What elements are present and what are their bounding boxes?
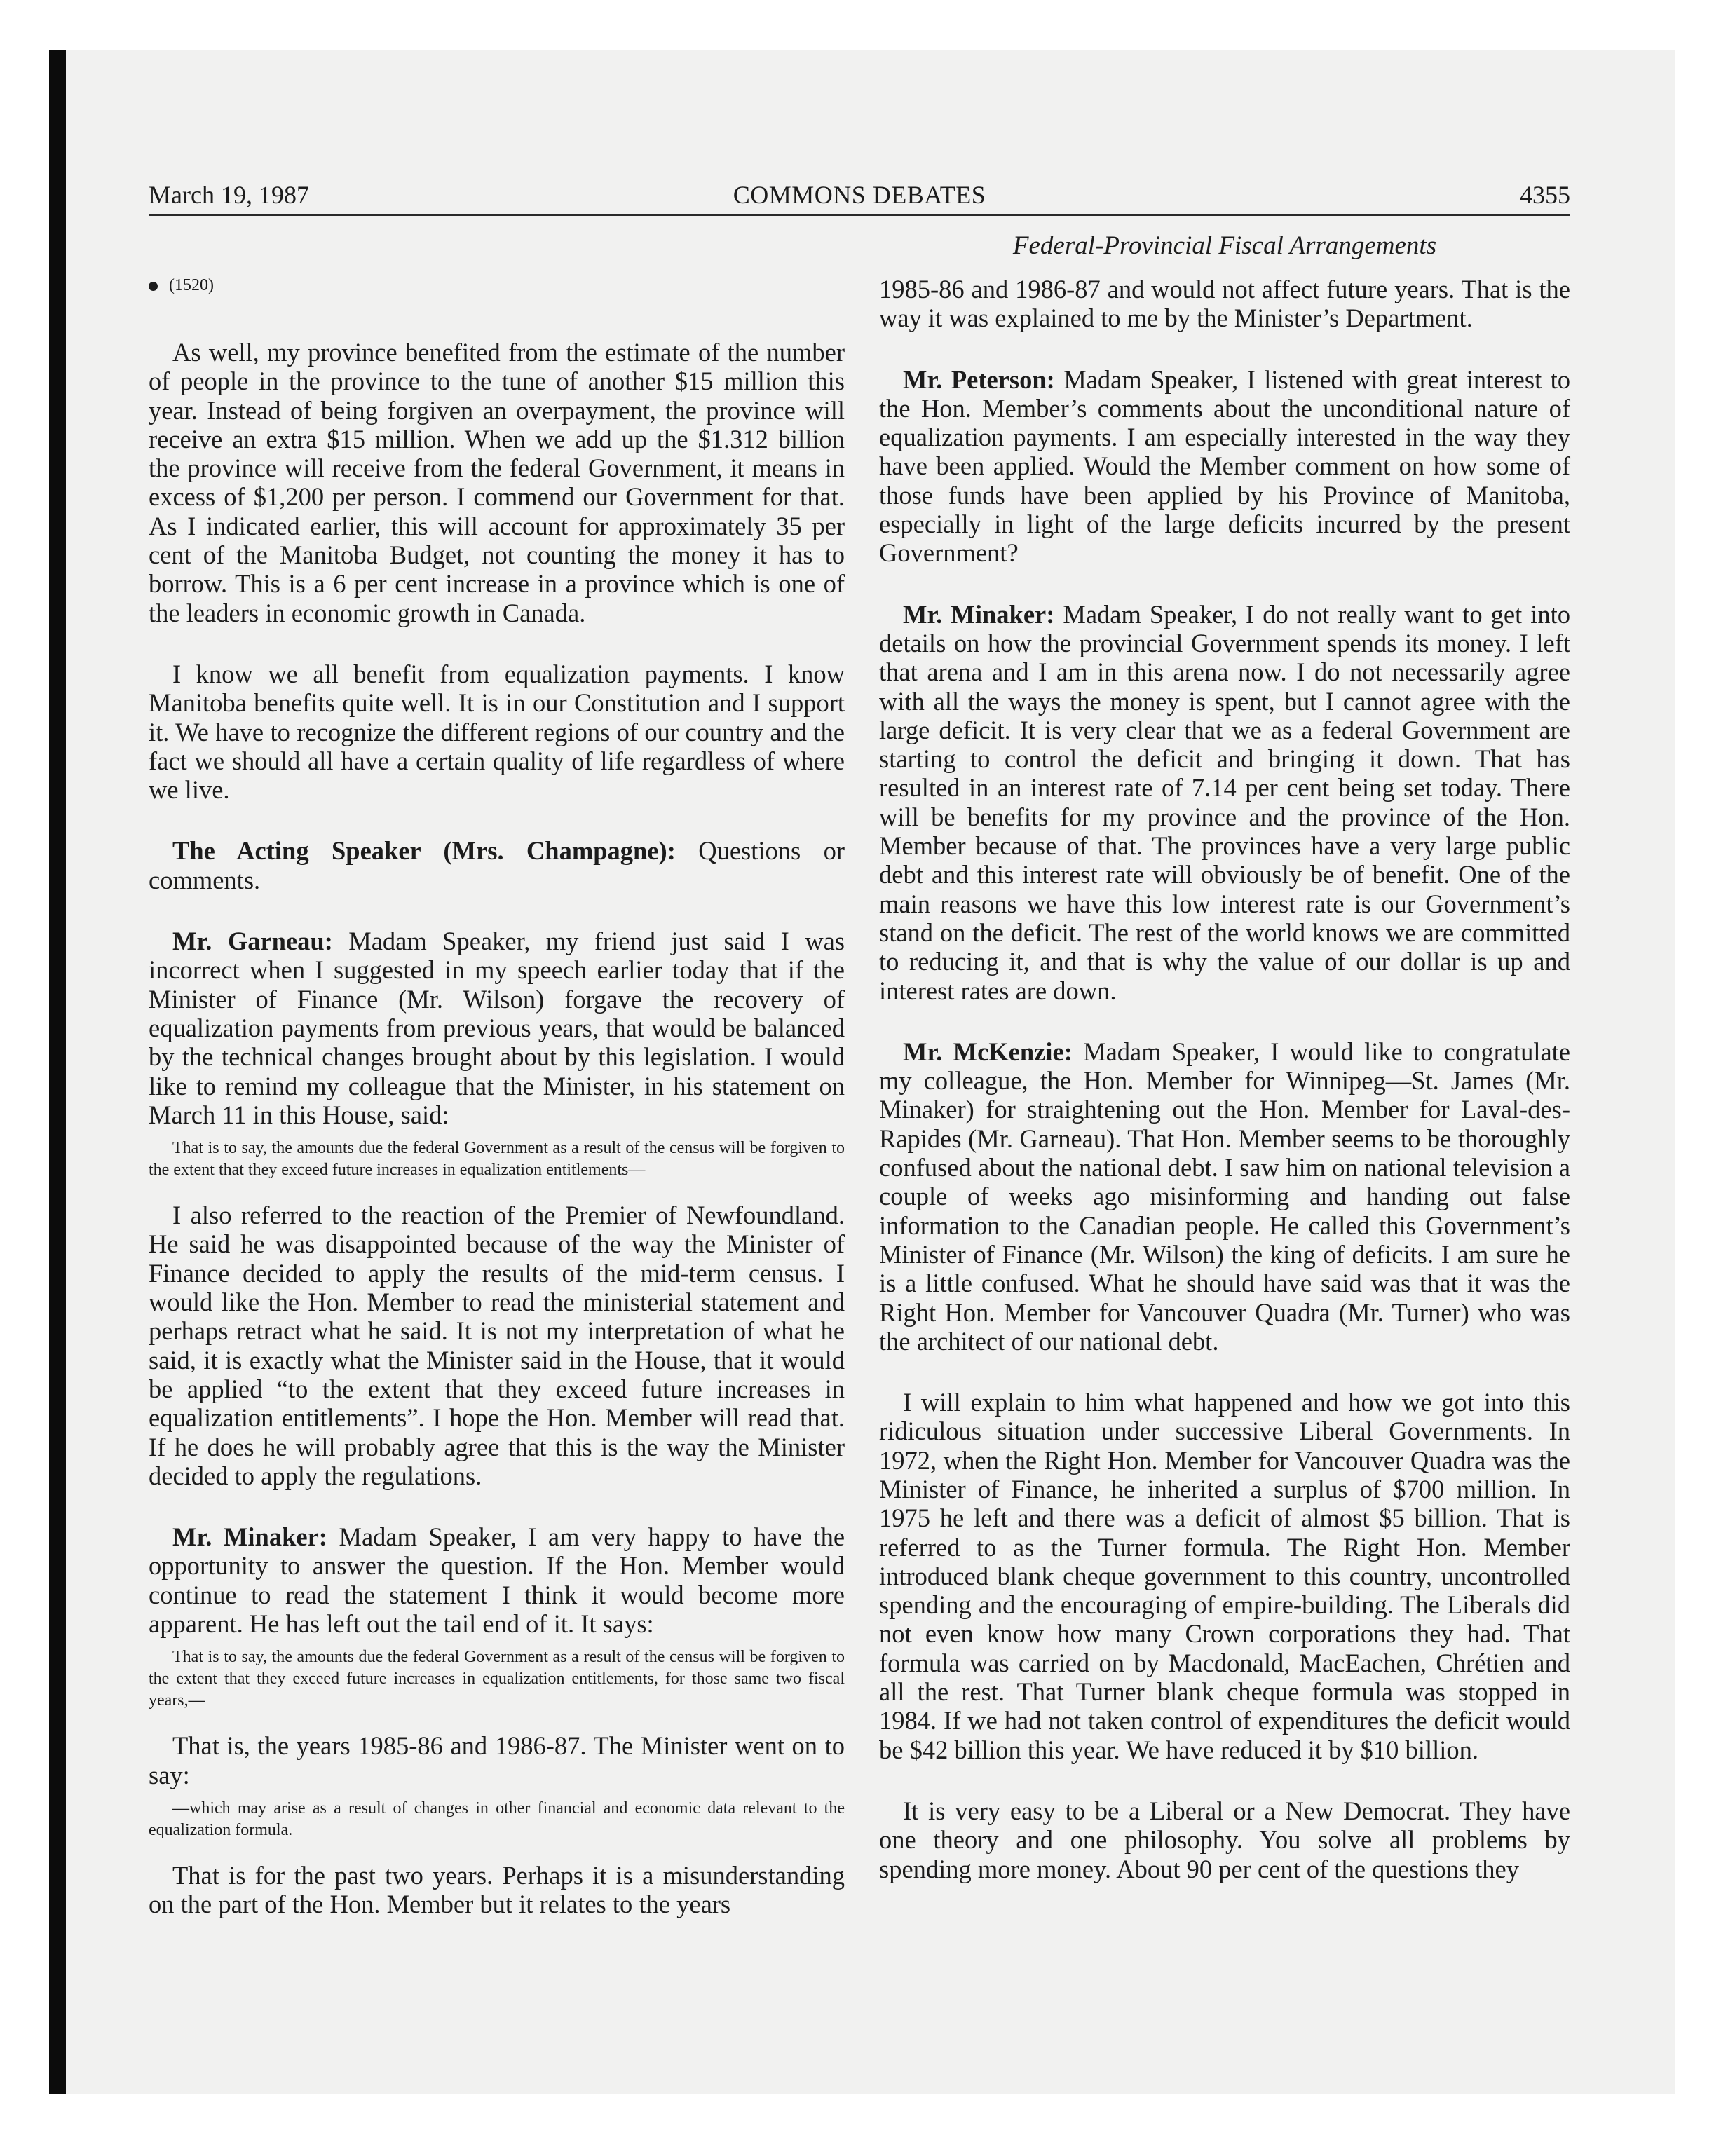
paragraph-text: I will explain to him what happened and how we got into this ridiculous situation under successive Liberal Governments. In 1972, when the Right Hon. Member for Vancouver Quadra was the Minister of Finance, he inherited a surplus of $700 million. In 1975 he left and there was a deficit of almost $5 billion. That is referred to as the Turner formula. The Right Hon. Member introduced blank cheque government to this country, uncontrolled spending and the encouraging of empire-building. The Liberals did not even know how many Crown corporations they had. That formula was carried on by Macdonald, MacEachen, Chrétien and all the rest. That Turner blank cheque formula was stopped in 1984. If we had not taken control of expenditures the deficit would be $42 billion this year. We have reduced it by $10 billion.: [879, 1388, 1570, 1764]
binding-edge: [49, 50, 66, 2094]
paragraph-text: Madam Speaker, I would like to congratulate my colleague, the Hon. Member for Winnipeg—St. James (Mr. Minaker) for straightening out the Hon. Member for Laval-des-Rapides (Mr. Garneau). That Hon. Member seems to be thoroughly confused about the national debt. I saw him on national television a couple of weeks ago misinforming and handing out false information to the Canadian people. He called this Government’s Minister of Finance (Mr. Wilson) the king of deficits. I am sure he is a little confused. What he should have said was that it was the Right Hon. Member for Vancouver Quadra (Mr. Turner) who was the architect of our national debt.: [879, 1037, 1571, 1356]
speech-paragraph: [149, 1522, 845, 1638]
paragraph-text: Questions or comments.: [149, 836, 845, 894]
speaker-name: Mr. Peterson:: [903, 364, 1055, 394]
quoted-statement: [149, 1798, 845, 1841]
speech-paragraph: [149, 836, 845, 894]
paragraph-text: Madam Speaker, I do not really want to get into details on how the provincial Government spends its money. I left that arena and I am in this arena now. I do not necessarily agree with all the ways the money is spent, but I cannot agree with the large deficit. It is very clear that we as a federal Government are starting to control the deficit and bringing it down. That has resulted in an interest rate of 7.14 per cent being set today. There will be benefits for my province and the province of the Hon. Member because of that. The provinces have a very large public debt and this interest rate will obviously be of benefit. One of the main reasons we have this low interest rate is our Government’s stand on the deficit. The rest of the world knows we are committed to reducing it, and that is why the value of our dollar is up and interest rates are down.: [879, 599, 1570, 1005]
paragraph: [149, 1861, 845, 1919]
running-header: [149, 179, 1570, 216]
paragraph-text: Madam Speaker, I listened with great interest to the Hon. Member’s comments about the unconditional nature of equalization payments. I am especially interested in the way they have been applied. Would the Member comment on how some of those funds have been applied by his Province of Manitoba, especially in light of the large deficits incurred by the present Government?: [879, 364, 1571, 568]
speaker-name: Mr. McKenzie:: [903, 1037, 1073, 1066]
header-date: March 19, 1987: [149, 181, 309, 209]
paragraph-text: It is very easy to be a Liberal or a New Democrat. They have one theory and one philosophy. You solve all problems by spending more money. About 90 per cent of the questions they: [879, 1796, 1570, 1883]
quoted-statement: [149, 1646, 845, 1712]
speaker-name: The Acting Speaker (Mrs. Champagne):: [172, 836, 676, 866]
paragraph-text: That is to say, the amounts due the federal Government as a result of the census will be forgiven to the extent that they exceed future increases in equalization entitlements—: [149, 1139, 845, 1180]
paragraph-text: Madam Speaker, I am very happy to have the opportunity to answer the question. If the Hon. Member would continue to read the statement I think it would become more apparent. He has left out the tail end of it. It says:: [149, 1522, 845, 1638]
paragraph: [149, 660, 845, 804]
quoted-statement: [149, 1138, 845, 1181]
paragraph-text: Madam Speaker, my friend just said I was incorrect when I suggested in my speech earlier today that if the Minister of Finance (Mr. Wilson) forgave the recovery of equalization payments from previous years, that would be balanced by the technical changes brought about by this legislation. I would like to remind my colleague that the Minister, in his statement on March 11 in this House, said:: [149, 927, 845, 1129]
paragraph: [149, 338, 845, 627]
speaker-name: Mr. Garneau:: [172, 927, 333, 956]
left-column: [149, 275, 845, 1951]
speech-paragraph: [879, 1037, 1570, 1356]
right-column: [879, 275, 1570, 1916]
paragraph-text: That is for the past two years. Perhaps it is a misunderstanding on the part of the Hon. Member but it relates to the years: [149, 1860, 845, 1919]
header-publication: COMMONS DEBATES: [733, 181, 986, 209]
paragraph-text: That is, the years 1985-86 and 1986-87. The Minister went on to say:: [149, 1731, 845, 1789]
bullet-icon: [149, 282, 158, 291]
paragraph: [879, 1796, 1570, 1883]
paragraph-text: That is to say, the amounts due the federal Government as a result of the census will be forgiven to the extent that they exceed future increases in equalization entitlements, for those same two fiscal years,—: [149, 1648, 845, 1710]
paragraph-text: As well, my province benefited from the estimate of the number of people in the province to the tune of another $15 million this year. Instead of being forgiven an overpayment, the province will receive an extra $15 million. When we add up the $1.312 billion the province will receive from the federal Government, it means in excess of $1,200 per person. I commend our Government for that. As I indicated earlier, this will account for approximately 35 per cent of the Manitoba Budget, not counting the money it has to borrow. This is a 6 per cent increase in a province which is one of the leaders in economic growth in Canada.: [149, 338, 845, 627]
section-title: Federal-Provincial Fiscal Arrangements: [1012, 231, 1437, 260]
paragraph-text: 1985-86 and 1986-87 and would not affect future years. That is the way it was explained to me by the Minister’s Department.: [879, 275, 1570, 333]
paragraph: [149, 1201, 845, 1490]
speech-paragraph: [149, 927, 845, 1129]
header-page-number: 4355: [1520, 181, 1570, 209]
speech-paragraph: [879, 600, 1570, 1005]
time-marker-label: (1520): [169, 276, 214, 294]
paragraph-text: —which may arise as a result of changes in other financial and economic data relevant to the equalization formula.: [149, 1799, 845, 1839]
paragraph-text: I know we all benefit from equalization payments. I know Manitoba benefits quite well. It is in our Constitution and I support it. We have to recognize the different regions of our country and the fact we should all have a certain quality of life regardless of where we live.: [149, 659, 845, 805]
paragraph: [879, 1388, 1570, 1764]
speech-paragraph: [879, 365, 1570, 568]
speaker-name: Mr. Minaker:: [903, 599, 1055, 629]
paragraph: [149, 1731, 845, 1789]
time-marker: [149, 275, 845, 296]
speaker-name: Mr. Minaker:: [172, 1522, 327, 1552]
paragraph: [879, 275, 1570, 333]
paragraph-text: I also referred to the reaction of the Premier of Newfoundland. He said he was disappointed because of the way the Minister of Finance decided to apply the results of the mid-term census. I would like the Hon. Member to read the ministerial statement and perhaps retract what he said. It is not my interpretation of what he said, it is exactly what the Minister said in the House, that it would be applied “to the extent that they exceed future increases in equalization entitlements”. I hope the Hon. Member will read that. If he does he will probably agree that this is the way the Minister decided to apply the regulations.: [149, 1201, 845, 1490]
